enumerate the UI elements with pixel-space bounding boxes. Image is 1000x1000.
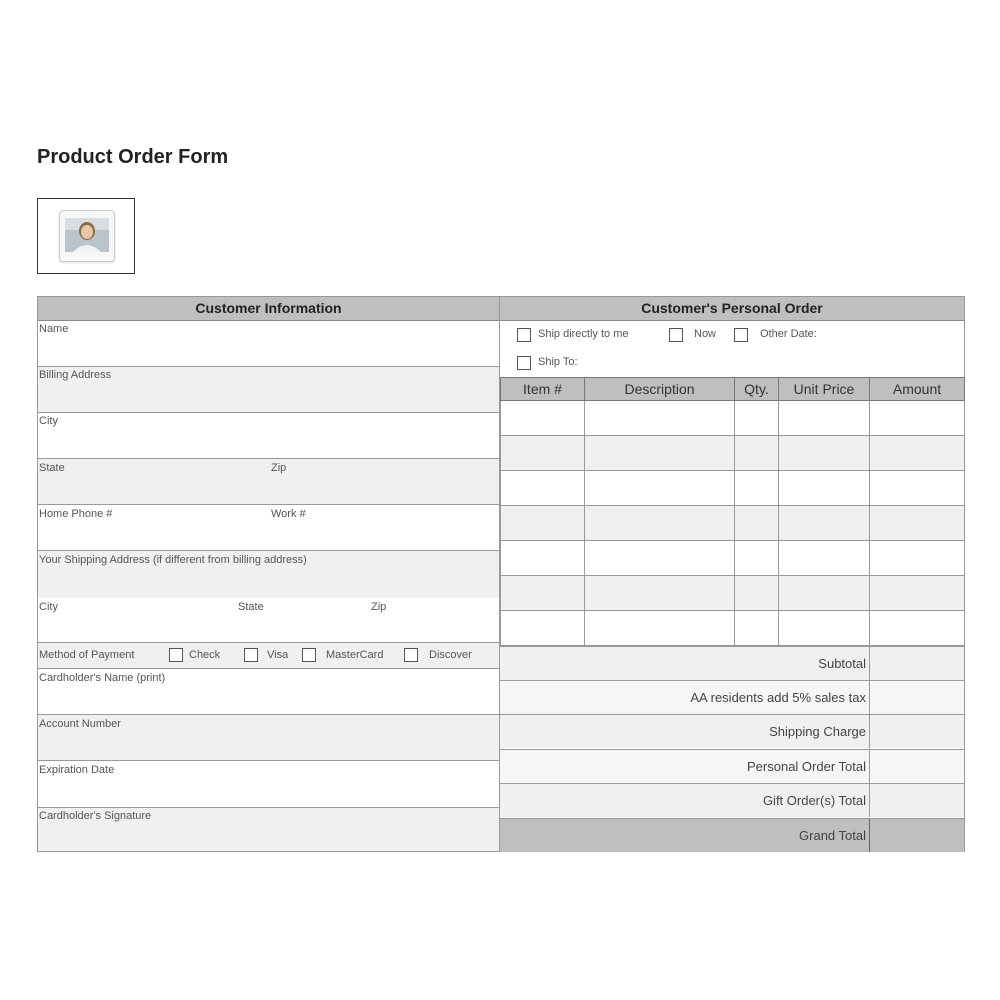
name-label: Name bbox=[39, 323, 69, 335]
name-field[interactable] bbox=[38, 320, 499, 367]
mastercard-label: MasterCard bbox=[326, 649, 384, 661]
ship-directly-label: Ship directly to me bbox=[538, 328, 629, 340]
page-title: Product Order Form bbox=[37, 146, 229, 168]
table-cell[interactable] bbox=[585, 471, 735, 506]
table-cell[interactable] bbox=[501, 576, 585, 611]
subtotal-row bbox=[500, 646, 964, 680]
table-row[interactable] bbox=[501, 401, 965, 436]
col-qty: Qty. bbox=[735, 378, 779, 401]
col-unit-price: Unit Price bbox=[779, 378, 870, 401]
work-phone-label: Work # bbox=[271, 508, 306, 520]
ship-city-label: City bbox=[39, 601, 58, 613]
table-cell[interactable] bbox=[585, 436, 735, 471]
table-cell[interactable] bbox=[870, 506, 965, 541]
table-cell[interactable] bbox=[735, 541, 779, 576]
ship-to-label: Ship To: bbox=[538, 356, 578, 368]
shipping-charge-value[interactable] bbox=[869, 715, 964, 748]
table-row[interactable] bbox=[501, 576, 965, 611]
table-cell[interactable] bbox=[779, 401, 870, 436]
customer-information-header: Customer Information bbox=[38, 297, 499, 321]
table-header-row bbox=[501, 378, 965, 401]
table-row[interactable] bbox=[501, 611, 965, 646]
order-items-table bbox=[500, 377, 965, 646]
grand-total-label: Grand Total bbox=[799, 828, 866, 843]
home-phone-label: Home Phone # bbox=[39, 508, 113, 520]
table-cell[interactable] bbox=[501, 471, 585, 506]
table-cell[interactable] bbox=[501, 541, 585, 576]
ship-state-label: State bbox=[238, 601, 264, 613]
table-cell[interactable] bbox=[501, 611, 585, 646]
table-cell[interactable] bbox=[779, 436, 870, 471]
personal-order-section bbox=[500, 296, 965, 852]
gift-order-total-value[interactable] bbox=[869, 784, 964, 817]
now-label: Now bbox=[694, 328, 717, 340]
visa-checkbox[interactable] bbox=[244, 648, 258, 662]
table-cell[interactable] bbox=[735, 611, 779, 646]
table-cell[interactable] bbox=[585, 401, 735, 436]
table-cell[interactable] bbox=[585, 576, 735, 611]
person-photo-icon bbox=[59, 210, 115, 262]
col-item-number: Item # bbox=[501, 378, 585, 401]
zip-label: Zip bbox=[271, 462, 287, 474]
visa-label: Visa bbox=[267, 649, 289, 661]
payment-method-label: Method of Payment bbox=[39, 649, 135, 661]
grand-total-row bbox=[500, 818, 964, 852]
cardholder-name-label: Cardholder's Name (print) bbox=[39, 672, 166, 684]
table-cell[interactable] bbox=[501, 506, 585, 541]
state-zip-field[interactable] bbox=[38, 459, 499, 505]
customer-information-section bbox=[37, 296, 500, 852]
shipping-address-label: Your Shipping Address (if different from billing address) bbox=[39, 554, 307, 566]
table-cell[interactable] bbox=[779, 576, 870, 611]
city-label: City bbox=[39, 415, 58, 427]
table-cell[interactable] bbox=[585, 541, 735, 576]
gift-order-total-row bbox=[500, 783, 964, 817]
cardholder-signature-label: Cardholder's Signature bbox=[39, 810, 152, 822]
ship-zip-label: Zip bbox=[371, 601, 387, 613]
subtotal-value[interactable] bbox=[869, 647, 964, 680]
table-cell[interactable] bbox=[870, 576, 965, 611]
table-row[interactable] bbox=[501, 471, 965, 506]
cardholder-signature-field[interactable] bbox=[38, 808, 499, 851]
subtotal-label: Subtotal bbox=[818, 656, 866, 671]
expiration-date-label: Expiration Date bbox=[39, 764, 115, 776]
shipping-charge-label: Shipping Charge bbox=[769, 724, 866, 739]
table-cell[interactable] bbox=[735, 506, 779, 541]
mastercard-checkbox[interactable] bbox=[302, 648, 316, 662]
shipping-options bbox=[500, 321, 964, 377]
table-cell[interactable] bbox=[870, 611, 965, 646]
payment-method-row bbox=[38, 643, 499, 669]
table-cell[interactable] bbox=[585, 611, 735, 646]
table-cell[interactable] bbox=[870, 471, 965, 506]
col-description: Description bbox=[585, 378, 735, 401]
gift-order-total-label: Gift Order(s) Total bbox=[762, 793, 866, 808]
other-date-checkbox[interactable] bbox=[734, 328, 748, 342]
other-date-label: Other Date: bbox=[760, 328, 817, 340]
ship-directly-checkbox[interactable] bbox=[517, 328, 531, 342]
table-cell[interactable] bbox=[735, 576, 779, 611]
table-cell[interactable] bbox=[735, 471, 779, 506]
check-checkbox[interactable] bbox=[169, 648, 183, 662]
billing-address-label: Billing Address bbox=[39, 369, 112, 381]
table-cell[interactable] bbox=[779, 541, 870, 576]
table-cell[interactable] bbox=[501, 436, 585, 471]
table-cell[interactable] bbox=[735, 401, 779, 436]
account-number-label: Account Number bbox=[39, 718, 121, 730]
col-amount: Amount bbox=[870, 378, 965, 401]
state-label: State bbox=[39, 462, 65, 474]
personal-order-header: Customer's Personal Order bbox=[500, 297, 964, 321]
table-row[interactable] bbox=[501, 506, 965, 541]
grand-total-value[interactable] bbox=[869, 819, 964, 852]
expiration-date-field[interactable] bbox=[38, 761, 499, 808]
check-label: Check bbox=[189, 649, 221, 661]
table-cell[interactable] bbox=[585, 506, 735, 541]
cardholder-name-field[interactable] bbox=[38, 669, 499, 715]
billing-address-field[interactable] bbox=[38, 367, 499, 413]
shipping-charge-row bbox=[500, 714, 964, 748]
table-cell[interactable] bbox=[870, 541, 965, 576]
table-cell[interactable] bbox=[735, 436, 779, 471]
logo-placeholder[interactable] bbox=[37, 198, 135, 274]
discover-checkbox[interactable] bbox=[404, 648, 418, 662]
account-number-field[interactable] bbox=[38, 715, 499, 761]
table-cell[interactable] bbox=[501, 401, 585, 436]
table-cell[interactable] bbox=[779, 506, 870, 541]
sales-tax-value[interactable] bbox=[869, 681, 964, 714]
shipping-city-state-zip-field[interactable] bbox=[38, 598, 499, 643]
table-cell[interactable] bbox=[870, 436, 965, 471]
table-row[interactable] bbox=[501, 541, 965, 576]
sales-tax-row bbox=[500, 680, 964, 714]
table-row[interactable] bbox=[501, 436, 965, 471]
table-cell[interactable] bbox=[779, 611, 870, 646]
shipping-address-field[interactable] bbox=[38, 551, 499, 598]
personal-order-total-row bbox=[500, 749, 964, 783]
city-field[interactable] bbox=[38, 413, 499, 459]
discover-label: Discover bbox=[429, 649, 472, 661]
personal-order-total-label: Personal Order Total bbox=[747, 759, 866, 774]
table-cell[interactable] bbox=[779, 471, 870, 506]
personal-order-total-value[interactable] bbox=[869, 750, 964, 783]
table-cell[interactable] bbox=[870, 401, 965, 436]
phone-field[interactable] bbox=[38, 505, 499, 551]
ship-to-checkbox[interactable] bbox=[517, 356, 531, 370]
now-checkbox[interactable] bbox=[669, 328, 683, 342]
sales-tax-label: AA residents add 5% sales tax bbox=[690, 690, 866, 705]
